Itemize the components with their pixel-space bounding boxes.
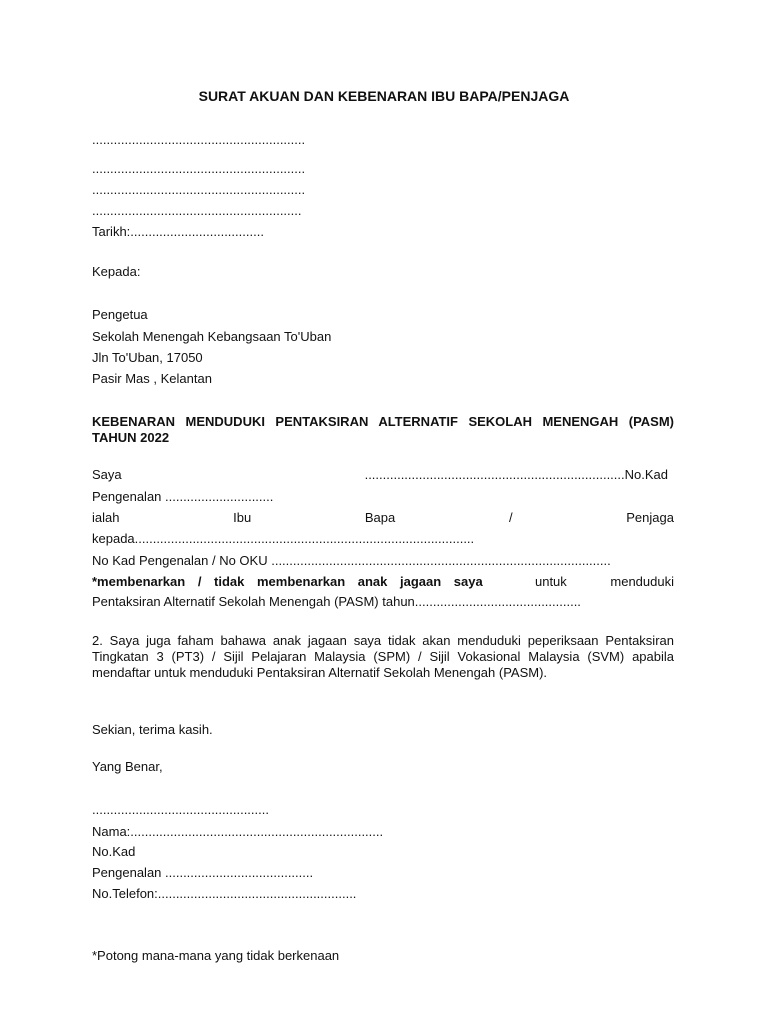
- sign-off: Yang Benar,: [92, 759, 163, 774]
- penjaga-word: Penjaga: [626, 510, 674, 525]
- saya-dots: ........................................................................No.Kad: [364, 467, 668, 482]
- to-label: Kepada:: [92, 264, 141, 279]
- subject-heading: KEBENARAN MENDUDUKI PENTAKSIRAN ALTERNATIF SEKOLAH MENENGAH (PASM) TAHUN 2022: [92, 414, 674, 445]
- pengenalan-signature-line: Pengenalan .........................................: [92, 865, 314, 880]
- closing-line: Sekian, terima kasih.: [92, 722, 213, 737]
- address-line-2: ...........................................................: [92, 161, 306, 176]
- pengenalan-line: Pengenalan ..............................: [92, 489, 274, 504]
- nokad-oku-line: No Kad Pengenalan / No OKU ..............................................................................................: [92, 553, 611, 568]
- date-line: Tarikh:.....................................: [92, 224, 264, 239]
- nama-line: Nama:......................................................................: [92, 824, 384, 839]
- consent-bold-text: *membenarkan / tidak membenarkan anak jagaan saya: [92, 574, 483, 589]
- relationship-row: [92, 510, 674, 526]
- consent-rest-text: untuk menduduki: [534, 574, 674, 589]
- address-line-3: ...........................................................: [92, 182, 306, 197]
- kepada-line: kepada..............................................................................................: [92, 531, 475, 546]
- ialah-word: ialah: [92, 510, 120, 525]
- slash-word: /: [508, 510, 513, 525]
- address-line-4: ..........................................................: [92, 203, 302, 218]
- recipient-city: Pasir Mas , Kelantan: [92, 371, 212, 386]
- document-title: SURAT AKUAN DAN KEBENARAN IBU BAPA/PENJAGA: [198, 88, 570, 104]
- consent-row: [92, 574, 674, 590]
- consent-line-2: Pentaksiran Alternatif Sekolah Menengah (PASM) tahun..............................................: [92, 594, 581, 609]
- recipient-street: Jln To'Uban, 17050: [92, 350, 203, 365]
- paragraph-2: 2. Saya juga faham bahawa anak jagaan saya tidak akan menduduki peperiksaan Pentaksiran Tingkatan 3 (PT3) / Sijil Pelajaran Malaysia (SPM) / Sijil Vokasional Malaysia (SVM) apabila mendaftar untuk menduduki Pentaksiran Alternatif Sekolah Menengah (PASM).: [92, 633, 674, 680]
- nokad-label: No.Kad: [92, 844, 136, 859]
- signature-line: .................................................: [92, 802, 269, 817]
- footnote: *Potong mana-mana yang tidak berkenaan: [92, 948, 340, 963]
- address-line-1: ...........................................................: [92, 132, 306, 147]
- telefon-line: No.Telefon:.......................................................: [92, 886, 357, 901]
- bapa-word: Bapa: [364, 510, 396, 525]
- recipient-title: Pengetua: [92, 307, 148, 322]
- recipient-school: Sekolah Menengah Kebangsaan To'Uban: [92, 329, 332, 344]
- saya-label: Saya: [92, 467, 122, 482]
- ibu-word: Ibu: [233, 510, 252, 525]
